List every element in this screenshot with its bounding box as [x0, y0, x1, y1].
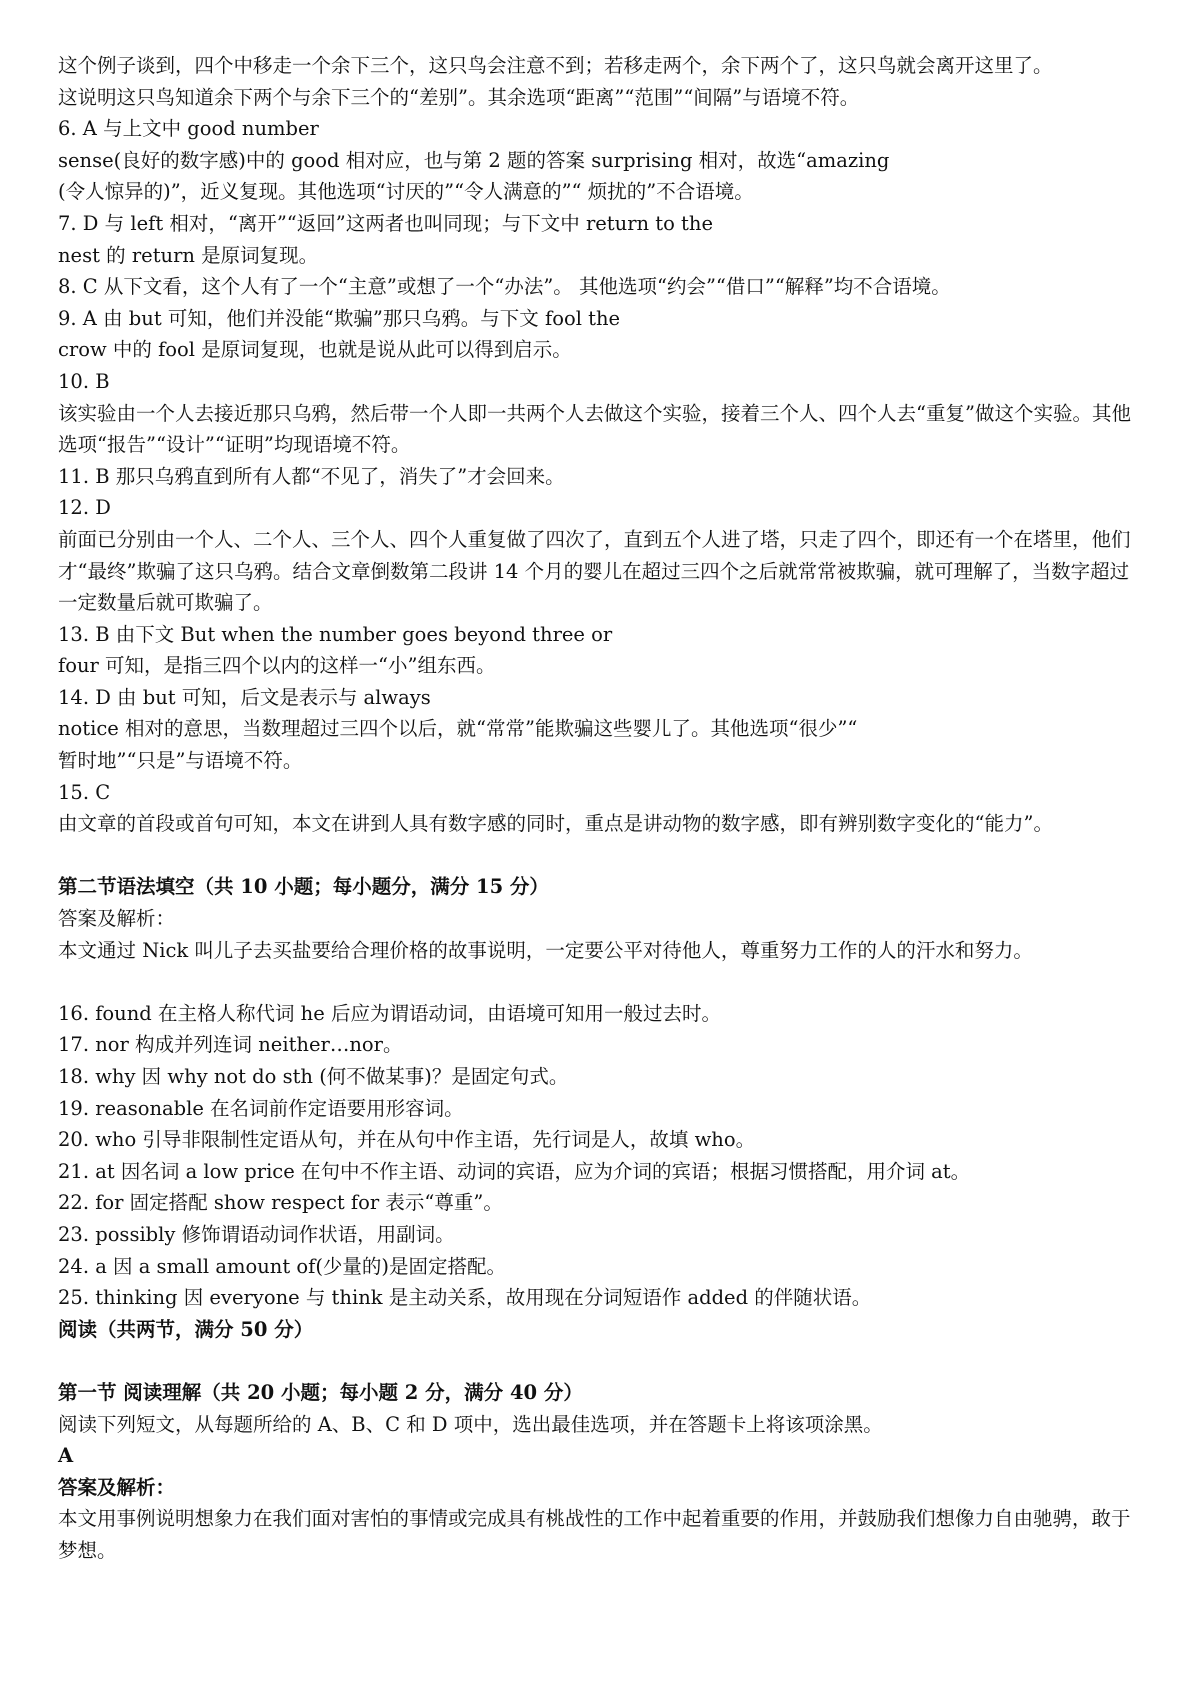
text-paragraph: 前面已分别由一个人、二个人、三个人、四个人重复做了四次了，直到五个人进了塔，只走了四个，即还有一个在塔里，他们才“最终”欺骗了这只乌鸦。结合文章倒数第二段讲 14 个月的婴儿在超过三四个之后就常常被欺骗，就可理解了，当数字超过一定数量后就可欺骗了。 — [58, 527, 1131, 615]
text-line: 这说明这只鸟知道余下两个与余下三个的“差别”。其余选项“距离”“范围”“间隔”与语境不符。 — [58, 85, 860, 109]
text-line: 6. A 与上文中 good number — [58, 117, 319, 141]
spacer — [58, 966, 1148, 998]
part-heading: 阅读（共两节，满分 50 分） — [58, 1317, 314, 1341]
text-line: 13. B 由下文 But when the number goes beyond three or — [58, 622, 613, 646]
section-heading: 第二节语法填空（共 10 小题；每小题分，满分 15 分） — [58, 875, 549, 899]
answer-item: 20. who 引导非限制性定语从句，并在从句中作主语，先行词是人，故填 who。 — [58, 1128, 756, 1152]
text-line: (令人惊异的)”，近义复现。其他选项“讨厌的”“令人满意的”“ 烦扰的”不合语境。 — [58, 180, 754, 204]
text-line: 12. D — [58, 496, 111, 520]
text-line: 这个例子谈到，四个中移走一个余下三个，这只鸟会注意不到；若移走两个，余下两个了，这只鸟就会离开这里了。 — [58, 54, 1053, 77]
text-line: 8. C 从下文看，这个人有了一个“主意”或想了一个“办法”。 其他选项“约会”“借口”“解释”均不合语境。 — [58, 275, 951, 299]
answer-label: 答案及解析： — [58, 1475, 176, 1499]
text-line: 15. C — [58, 780, 111, 804]
text-line: 14. D 由 but 可知，后文是表示与 always — [58, 685, 431, 709]
reading-section — [58, 1377, 1148, 1567]
answer-item: 19. reasonable 在名词前作定语要用形容词。 — [58, 1096, 464, 1120]
passage-summary: 本文用事例说明想象力在我们面对害怕的事情或完成具有桃战性的工作中起着重要的作用，并鼓励我们想像力自由驰骋，敢于梦想。 — [58, 1507, 1131, 1562]
text-line: notice 相对的意思，当数理超过三四个以后，就“常常”能欺骗这些婴儿了。其他选项“很少”“ — [58, 717, 858, 741]
text-line: 7. D 与 left 相对，“离开”“返回”这两者也叫同现；与下文中 return to the — [58, 211, 713, 235]
text-line: 暂时地”“只是”与语境不符。 — [58, 749, 303, 773]
text-paragraph: 由文章的首段或首句可知，本文在讲到人具有数字感的同时，重点是讲动物的数字感，即有辨别数字变化的“能力”。 — [58, 812, 1053, 836]
text-paragraph: 该实验由一个人去接近那只乌鸦，然后带一个人即一共两个人去做这个实验，接着三个人、四个人去“重复”做这个实验。其他选项“报告”“设计”“证明”均现语境不符。 — [58, 401, 1131, 457]
text-line: 9. A 由 but 可知，他们并没能“欺骗”那只乌鸦。与下文 fool the — [58, 306, 621, 330]
section-instruction: 阅读下列短文，从每题所给的 A、B、C 和 D 项中，选出最佳选项，并在答题卡上将该项涂黑。 — [58, 1412, 883, 1436]
spacer — [58, 840, 1148, 872]
text-line: nest 的 return 是原词复现。 — [58, 243, 319, 267]
answer-item: 25. thinking 因 everyone 与 think 是主动关系，故用现在分词短语作 added 的伴随状语。 — [58, 1286, 872, 1310]
text-line: four 可知，是指三四个以内的这样一“小”组东西。 — [58, 654, 496, 678]
answer-item: 23. possibly 修饰谓语动词作状语，用副词。 — [58, 1222, 455, 1246]
cloze-explanations — [58, 50, 1148, 840]
passage-letter: A — [58, 1444, 74, 1468]
text-line: 10. B — [58, 369, 110, 393]
answer-item: 22. for 固定搭配 show respect for 表示“尊重”。 — [58, 1191, 503, 1215]
answer-item: 24. a 因 a small amount of(少量的)是固定搭配。 — [58, 1254, 507, 1278]
answer-item: 17. nor 构成并列连词 neither…nor。 — [58, 1033, 403, 1057]
answer-item: 16. found 在主格人称代词 he 后应为谓语动词，由语境可知用一般过去时。 — [58, 1001, 721, 1025]
text-line: sense(良好的数字感)中的 good 相对应，也与第 2 题的答案 surprising 相对，故选“amazing — [58, 148, 890, 172]
section-heading: 第一节 阅读理解（共 20 小题；每小题 2 分，满分 40 分） — [58, 1380, 583, 1404]
grammar-section — [58, 871, 1148, 1313]
passage-summary: 本文通过 Nick 叫儿子去买盐要给合理价格的故事说明，一定要公平对待他人，尊重努力工作的人的汗水和努力。 — [58, 938, 1033, 962]
spacer — [58, 1345, 1148, 1377]
answer-label: 答案及解析： — [58, 907, 176, 931]
answer-item: 21. at 因名词 a low price 在句中不作主语、动词的宾语，应为介词的宾语；根据习惯搭配，用介词 at。 — [58, 1159, 971, 1183]
text-line: crow 中的 fool 是原词复现，也就是说从此可以得到启示。 — [58, 338, 572, 362]
answer-item: 18. why 因 why not do sth (何不做某事)？是固定句式。 — [58, 1065, 569, 1088]
text-line: 11. B 那只乌鸦直到所有人都“不见了，消失了”才会回来。 — [58, 464, 565, 488]
